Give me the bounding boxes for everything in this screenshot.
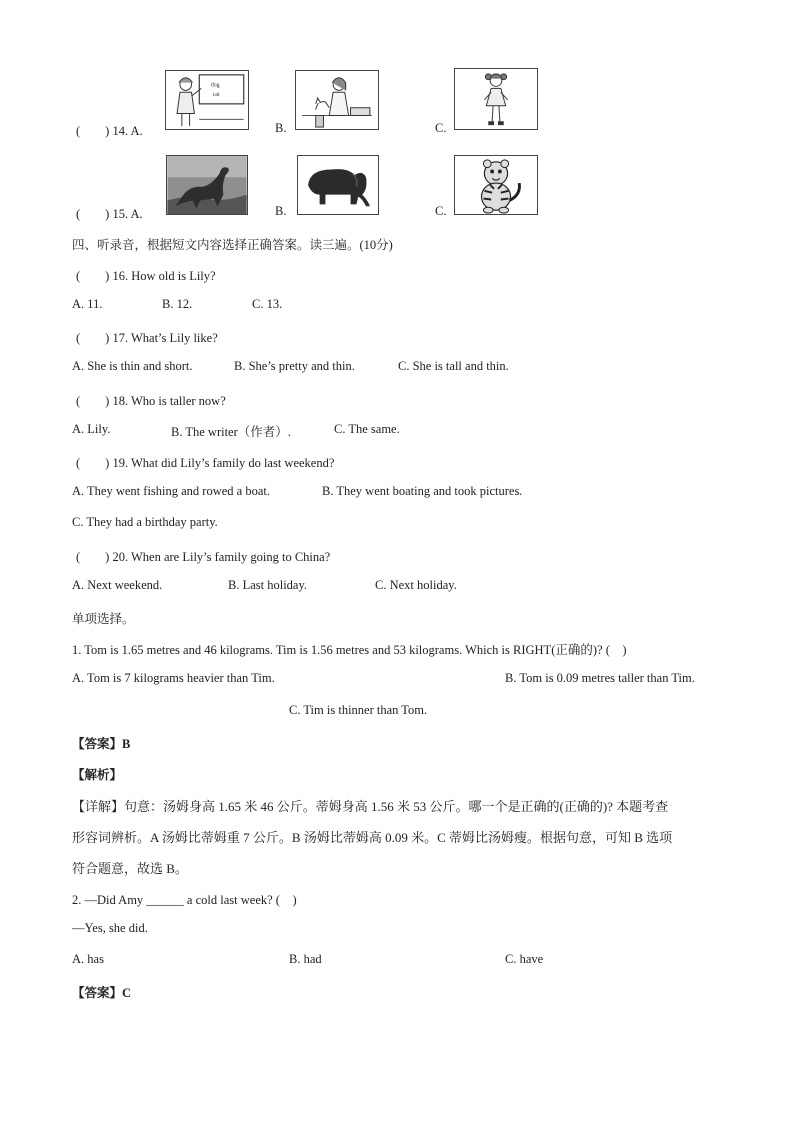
- q18-option-c: C. The same.: [334, 422, 400, 436]
- q15-option-b-label: B.: [275, 204, 287, 218]
- q19-stem: ( ) 19. What did Lily’s family do last weekend?: [76, 456, 335, 470]
- sc-q2-option-b: B. had: [289, 952, 322, 966]
- q17-option-a: A. She is thin and short.: [72, 359, 193, 373]
- q15-option-c-label: C.: [435, 204, 447, 218]
- q16-stem: ( ) 16. How old is Lily?: [76, 269, 216, 283]
- q14-image-b-girl-with-cat: [295, 70, 379, 130]
- sc-q1-detail-line-1: 【详解】句意：汤姆身高 1.65 米 46 公斤。蒂姆身高 1.56 米 53 公斤。哪一个是正确的(正确的)? 本题考查: [72, 799, 669, 814]
- q15-image-a-dinosaur: [166, 155, 248, 215]
- q18-stem: ( ) 18. Who is taller now?: [76, 394, 226, 408]
- single-choice-heading: 单项选择。: [72, 612, 135, 626]
- board-word-cat: cat: [212, 92, 220, 99]
- q20-option-c: C. Next holiday.: [375, 578, 457, 592]
- sc-q1-answer: 【答案】B: [72, 737, 131, 751]
- q18-option-a: A. Lily.: [72, 422, 111, 436]
- q14-option-b-label: B.: [275, 121, 287, 135]
- q14-image-a-girl-at-blackboard: [165, 70, 249, 130]
- q16-option-b: B. 12.: [162, 297, 193, 311]
- sc-q1-option-a: A. Tom is 7 kilograms heavier than Tim.: [72, 671, 275, 685]
- q15-image-b-elephant: [297, 155, 379, 215]
- q15-stem: ( ) 15. A.: [76, 207, 143, 221]
- q17-option-c: C. She is tall and thin.: [398, 359, 509, 373]
- q16-option-a: A. 11.: [72, 297, 103, 311]
- q14-option-c-label: C.: [435, 121, 447, 135]
- q15-image-c-tiger: [454, 155, 538, 215]
- sc-q2-option-c: C. have: [505, 952, 544, 966]
- q19-option-a: A. They went fishing and rowed a boat.: [72, 484, 270, 498]
- section4-heading: 四、听录音，根据短文内容选择正确答案。读三遍。(10分): [72, 238, 393, 252]
- q17-stem: ( ) 17. What’s Lily like?: [76, 331, 218, 345]
- q19-option-c: C. They had a birthday party.: [72, 515, 218, 529]
- q17-option-b: B. She’s pretty and thin.: [234, 359, 355, 373]
- sc-q1-detail-line-3: 符合题意，故选 B。: [72, 861, 188, 876]
- q18-option-b: B. The writer（作者）.: [171, 425, 291, 439]
- q20-option-b: B. Last holiday.: [228, 578, 308, 592]
- sc-q2-option-a: A. has: [72, 952, 104, 966]
- q19-option-b: B. They went boating and took pictures.: [322, 484, 523, 498]
- sc-q2-stem: 2. —Did Amy ______ a cold last week? ( ): [72, 893, 297, 907]
- q20-stem: ( ) 20. When are Lily’s family going to China?: [76, 550, 331, 564]
- q16-option-c: C. 13.: [252, 297, 283, 311]
- sc-q1-analysis-label: 【解析】: [72, 768, 123, 782]
- sc-q1-option-b: B. Tom is 0.09 metres taller than Tim.: [505, 671, 695, 685]
- sc-q2-reply: —Yes, she did.: [72, 921, 148, 935]
- q14-image-c-girl-standing: [454, 68, 538, 130]
- q14-stem: ( ) 14. A.: [76, 124, 143, 138]
- sc-q2-answer: 【答案】C: [72, 986, 132, 1000]
- sc-q1-detail-line-2: 形容词辨析。A 汤姆比蒂姆重 7 公斤。B 汤姆比蒂姆高 0.09 米。C 蒂姆比汤姆瘦。根据句意，可知 B 选项: [72, 830, 673, 845]
- q20-option-a: A. Next weekend.: [72, 578, 163, 592]
- board-word-dog: dog: [210, 82, 220, 89]
- sc-q1-option-c: C. Tim is thinner than Tom.: [289, 703, 428, 717]
- sc-q1-stem: 1. Tom is 1.65 metres and 46 kilograms. Tim is 1.56 metres and 53 kilograms. Which is RIGHT(正确的)? ( ): [72, 643, 627, 657]
